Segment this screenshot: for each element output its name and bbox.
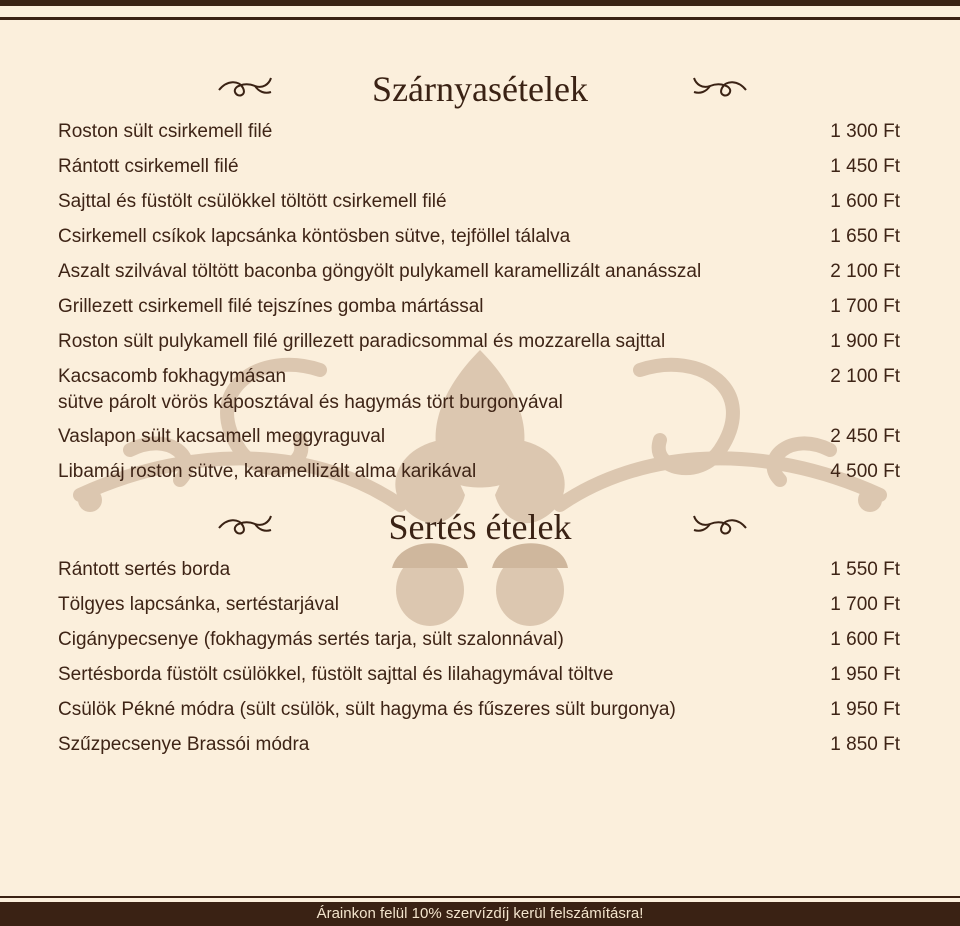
menu-item-price: 2 450 Ft xyxy=(830,426,900,447)
menu-item-name: Kacsacomb fokhagymásan xyxy=(58,366,287,387)
menu-item-price: 1 300 Ft xyxy=(830,121,900,142)
menu-item-price: 1 450 Ft xyxy=(830,156,900,177)
menu-item-price: 1 700 Ft xyxy=(830,296,900,317)
menu-item-name: Aszalt szilvával töltött baconba göngyölt pulykamell karamellizált ananásszal xyxy=(58,261,702,282)
bottom-border-line xyxy=(0,896,960,898)
menu-item-price: 4 500 Ft xyxy=(830,461,900,482)
menu-item-name: Csirkemell csíkok lapcsánka köntösben sütve, tejföllel tálalva xyxy=(58,226,571,247)
menu-item-name: Grillezett csirkemell filé tejszínes gomba mártással xyxy=(58,296,484,317)
menu-item-name: Roston sült pulykamell filé grillezett paradicsommal és mozzarella sajttal xyxy=(58,331,666,352)
menu-item-name: Rántott csirkemell filé xyxy=(58,156,239,177)
menu-item-price: 1 650 Ft xyxy=(830,226,900,247)
menu-item-name: Sertésborda füstölt csülökkel, füstölt sajttal és lilahagymával töltve xyxy=(58,664,614,685)
menu-item-name: Roston sült csirkemell filé xyxy=(58,121,273,142)
menu-item-name: Csülök Pékné módra (sült csülök, sült hagyma és fűszeres sült burgonya) xyxy=(58,699,676,720)
footer-service-charge-note: Árainkon felül 10% szervízdíj kerül felszámításra! xyxy=(0,902,960,926)
flourish-right-icon xyxy=(690,510,750,540)
menu-item-price: 1 900 Ft xyxy=(830,331,900,352)
menu-item-price: 2 100 Ft xyxy=(830,261,900,282)
top-border-bar xyxy=(0,0,960,6)
top-border-line xyxy=(0,17,960,20)
section-title-poultry: Szárnyasételek xyxy=(372,69,588,109)
menu-item-price: 1 600 Ft xyxy=(830,629,900,650)
menu-item-price: 1 550 Ft xyxy=(830,559,900,580)
menu-item-price: 1 600 Ft xyxy=(830,191,900,212)
menu-item-price: 1 950 Ft xyxy=(830,664,900,685)
menu-item-name: Tölgyes lapcsánka, sertéstarjával xyxy=(58,594,339,615)
menu-item-name: Sajttal és füstölt csülökkel töltött csirkemell filé xyxy=(58,191,447,212)
menu-item-price: 1 700 Ft xyxy=(830,594,900,615)
menu-item-name: Cigánypecsenye (fokhagymás sertés tarja, sült szalonnával) xyxy=(58,629,564,650)
menu-item-name: Rántott sertés borda xyxy=(58,559,231,580)
menu-item-price: 1 850 Ft xyxy=(830,734,900,755)
menu-item-description: sütve párolt vörös káposztával és hagymás tört burgonyával xyxy=(58,392,563,413)
section-title-pork: Sertés ételek xyxy=(388,507,572,547)
menu-item-name: Szűzpecsenye Brassói módra xyxy=(58,734,310,755)
flourish-right-icon xyxy=(690,72,750,102)
menu-item-price: 2 100 Ft xyxy=(830,366,900,387)
menu-item-name: Vaslapon sült kacsamell meggyraguval xyxy=(58,426,386,447)
menu-item-price: 1 950 Ft xyxy=(830,699,900,720)
menu-item-name: Libamáj roston sütve, karamellizált alma karikával xyxy=(58,461,477,482)
